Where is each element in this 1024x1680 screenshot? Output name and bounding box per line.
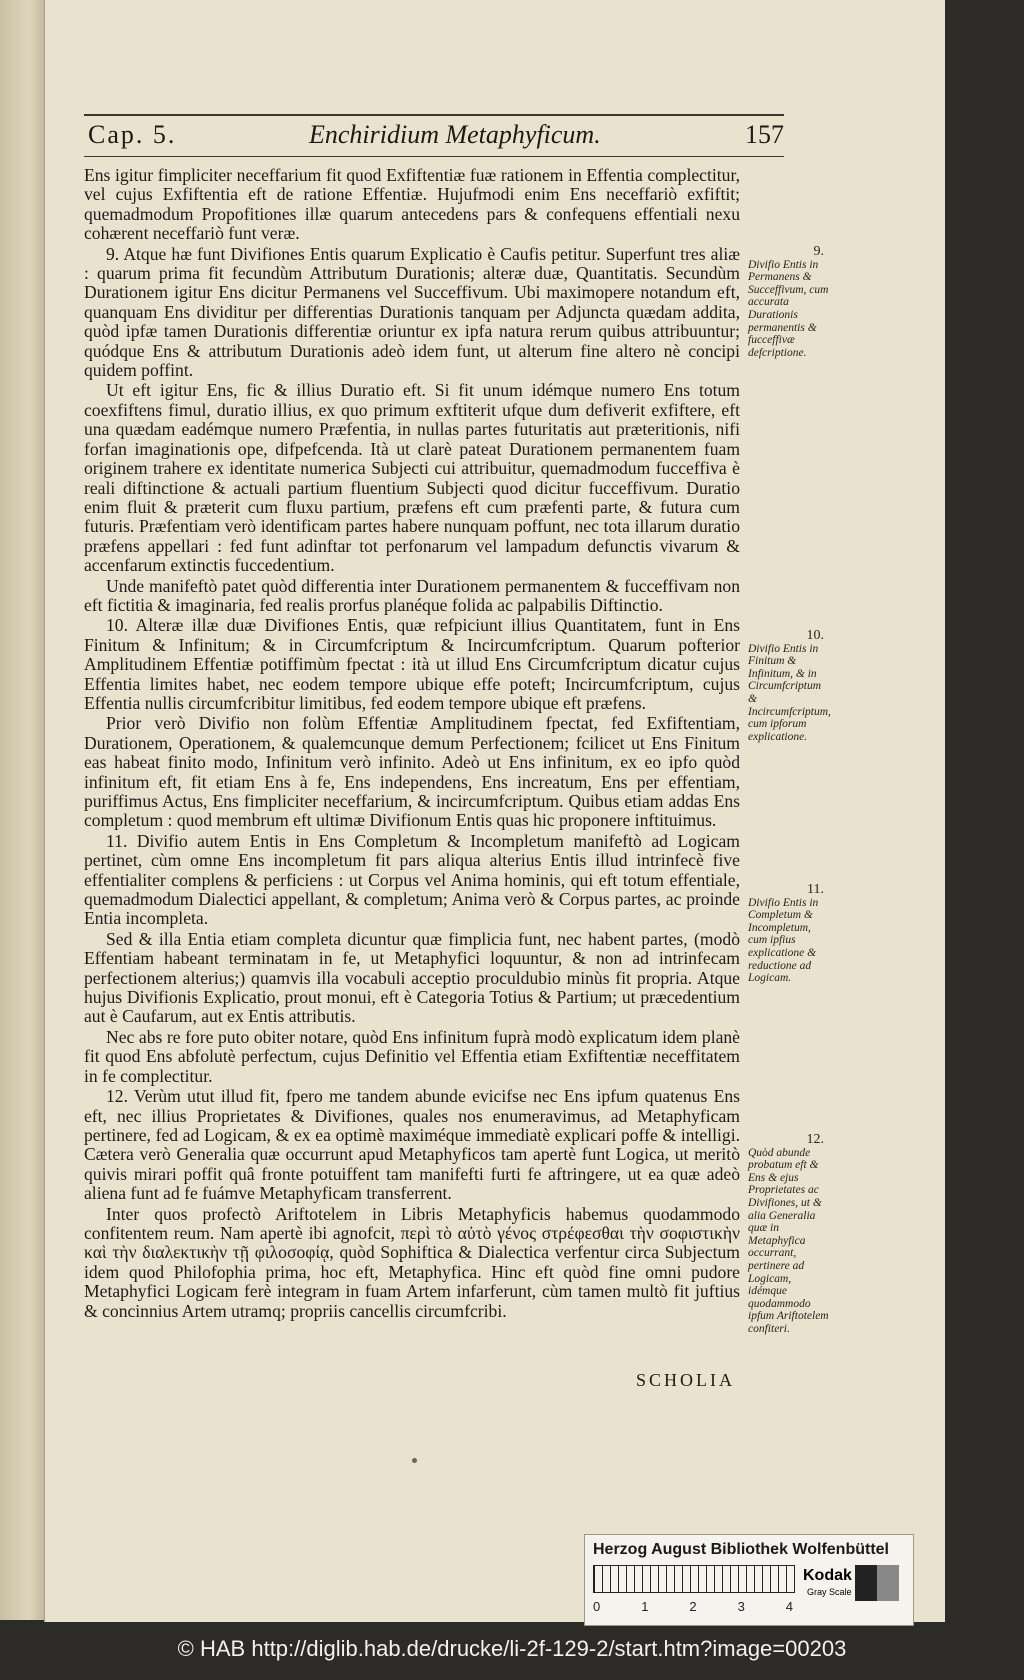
paragraph: Ens igitur fimpliciter neceffarium fit quod Exfiftentiæ fuæ rationem in Effentia complectitur, vel cujus Exfiftentia eft de ratione Effentiæ. Hujufmodi enim Ens neceffariò exfiftit; quemadmodum Propofitiones illæ quarum antecedens pars & confequens effentiali nexu cohærent neceffariò funt veræ.: [84, 165, 740, 244]
header-rule-top: [84, 114, 784, 116]
copyright-footer: © HAB http://diglib.hab.de/drucke/li-2f-129-2/start.htm?image=00203: [177, 1636, 847, 1661]
page-header: [84, 120, 784, 156]
header-rule-bottom: [84, 156, 784, 157]
paragraph: Unde manifeftò patet quòd differentia inter Durationem permanentem & fucceffivam non eft fictitia & imaginaria, fed realis prorfus planéque folida ac palpabilis Diftinctio.: [84, 575, 740, 615]
library-name: Herzog August Bibliothek Wolfenbüttel: [593, 1541, 889, 1558]
margin-note-10: [748, 630, 832, 743]
scale-number: 3: [737, 1599, 745, 1614]
chapter-label: Cap. 5.: [88, 120, 177, 149]
catchword: SCHOLIA: [636, 1370, 736, 1390]
paragraph: Inter quos profectò Ariftotelem in Libris Metaphyficis habemus quodammodo confitentem reum. Nam apertè ibi agnofcit, περὶ τὸ αὐτὸ γένος στρέφεσθαι τὴν σοφιστικὴν καὶ τὴν διαλεκτικὴν τῇ φιλοσοφίᾳ, quòd Sophiftica & Dialectica verfentur circa Subjectum idem quod Philofophia prima, hoc eft, Metaphyfica. Hinc eft quòd fine omni pudore Metaphyfici Logicam ferè integram in fuam Artem infarferunt, cùm tamen multò fit juftius & concinnius Artem utramq; propriis cancellis circumfcribi.: [84, 1203, 740, 1321]
scale-number: 0: [593, 1599, 601, 1614]
margin-note-9: [748, 246, 832, 359]
color-calibration-label: [584, 1534, 914, 1626]
scale-number: 4: [785, 1599, 793, 1614]
margin-note-number: 11.: [807, 882, 824, 897]
scale-ruler: [593, 1565, 795, 1593]
margin-note-12: [748, 1134, 832, 1336]
paragraph-section-10: 10. Alteræ illæ duæ Divifiones Entis, quæ refpiciunt illius Quantitatem, funt in Ens Finitum & Infinitum; & in Circumfcriptum & Incircumfcriptum. Quarum pofterior Amplitudinem Effentiæ potiffimùm fpectat : ità ut illud Ens Circumfcriptum dicatur cujus Effentia limites habet, nec eodem tempore ubique effe poteft; Incircumfcriptum, cujus Effentia nullis circumfcribitur limitibus, fed eodem tempore ubique eft præfens.: [84, 615, 740, 713]
paragraph: Sed & illa Entia etiam completa dicuntur quæ fimplicia funt, nec habent partes, (modò Effentiam habeant terminatam in fe, ut Metaphyfici loquuntur, & non ad intrinfecam perfectionem alterius;) quamvis illa vocabuli acceptio proculdubio minùs fit propria. Atque hujus Divifionis Explicatio, prout monui, eft è Categoria Totius & Partium; ut præcedentium aut è Caufarum, aut ex Entis attributis.: [84, 928, 740, 1027]
margin-note-text: Divifio Entis in Completum & Incompletum, cum ipfius explicatione & reductione ad Logicam.: [748, 896, 819, 985]
margin-note-text: Divifio Entis in Permanens & Succeffivum, cum accurata Durationis permanentis & fucceffivæ defcriptione.: [748, 258, 829, 359]
paragraph: Prior verò Divifio non folùm Effentiæ Amplitudinem fpectat, fed Exfiftentiam, Durationem, Operationem, & qualemcunque demum Perfectionem; fcilicet ut Ens Finitum eas habeat finito modo, Infinitum verò infinito. Adeò ut Ens infinitum, ex eo ipfo quòd infinitum eft, fit etiam Ens à fe, Ens independens, Ens increatum, Ens per effentiam, puriffimus Actus, Ens fimpliciter neceffarium, & incircumfcriptum. Quibus etiam addas Ens completum : quod membrum eft ultimæ Divifionum Entis quas hic proponere inftituimus.: [84, 713, 740, 831]
paragraph-section-12: 12. Verùm utut illud fit, fpero me tandem abunde evicifse nec Ens ipfum quatenus Ens eft, nec illius Proprietates & Divifiones, quales nos enumeravimus, ad Metaphyficam pertinere, fed ad Logicam, & ex ea optimè maximéque immediatè explicari poffe & intelligi. Cætera verò Generalia quæ occurrunt apud Metaphyficos tam apertè funt Logica, ut meritò quivis mirari poffit quâ fronte potuiffent tam manifefti furti fe aftringere, ut ea quæ adeò aliena funt ad fe fuámve Metaphyficam transferrent.: [84, 1086, 740, 1204]
margin-note-number: 10.: [806, 628, 824, 643]
scale-number: 1: [641, 1599, 649, 1614]
page-number: 157: [745, 120, 784, 149]
margin-note-number: 12.: [806, 1132, 824, 1147]
gray-patch-mid: [877, 1565, 899, 1601]
margin-note-text: Divifio Entis in Finitum & Infinitum, & in Circumfcriptum & Incircumfcriptum, cum ipforum explicatione.: [748, 642, 831, 743]
paragraph-section-11: 11. Divifio autem Entis in Ens Completum & Incompletum manifeftò ad Logicam pertinet, cùm omne Ens incompletum fit pars aliqua alterius Entis illud intrinfecè five effentialiter complens & perficiens : ut Corpus vel Anima hominis, qui eft totum effentiale, quemadmodum Dialectici appellant, & completum; Anima verò & Corpus partes, ac proinde Entia incompleta.: [84, 830, 740, 929]
ink-speck: [412, 1458, 417, 1463]
kodak-brand: Kodak: [803, 1567, 852, 1584]
scale-numbers: [593, 1599, 793, 1614]
paragraph: Nec abs re fore puto obiter notare, quòd Ens infinitum fuprà modò explicatum idem planè fit quod Ens abfolutè perfectum, cujus Definitio vel Effentia etiam Exfiftentiæ neceffitatem in fe complectitur.: [84, 1026, 740, 1086]
scale-number: 2: [689, 1599, 697, 1614]
running-title: Enchiridium Metaphyficum.: [309, 120, 601, 149]
paragraph: Ut eft igitur Ens, fic & illius Duratio eft. Si fit unum idémque numero Ens totum coexfiftens fimul, duratio illius, ex quo primum exftiterit ufque dum defiverit exfiftere, eft una quædam eadémque numero Præfentia, in nullas partes futuritatis aut præteritionis, nifi forfan imaginationis ope, difpefcenda. Ità ut clarè pateat Durationem permanentem fuam originem trahere ex identitate numerica Subjecti cui attribuitur, quemadmodum fucceffiva è reali diftinctione & actuali partium fluentium Subjecti quod dicitur fucceffivum. Duratio enim fluit & præterit cum fluxu partium, præfens eft cum præfenti parte, & futura cum futuris. Præfentiam verò identificam partes habere nunquam poffunt, nec tota illarum duratio præfens appellari : fed funt adinftar tot perfonarum vel lampadum defunctis vivarum & accenfarum extinctis fuccedentium.: [84, 380, 740, 576]
gray-scale-label: Gray Scale: [807, 1587, 852, 1597]
gray-patch-dark: [855, 1565, 877, 1601]
main-text: [84, 166, 740, 1322]
paragraph-section-9: 9. Atque hæ funt Divifiones Entis quarum Explicatio è Caufis petitur. Superfunt tres aliæ : quarum prima fit fecundùm Attributum Durationis; alteræ duæ, Quantitatis. Secundùm Durationem igitur Ens dicitur Permanens vel Succeffivum. Ubi maximopere notandum eft, quanquam Ens dividitur per differentias Durationis tanquam per Adjuncta quædam addita, quòd ipfæ tamen Durationis differentiæ oriuntur ex ipfa natura rerum quibus attribuuntur; quódque Ens & attributum Durationis adeò idem funt, ut alterum fine altero nè concipi quidem poffint.: [84, 243, 740, 381]
margin-note-number: 9.: [813, 244, 824, 259]
margin-note-11: [748, 884, 832, 985]
margin-note-text: Quòd abunde probatum eft & Ens & ejus Proprietates ac Divifiones, ut & alia Generalia quæ in Metaphyfica occurrant, pertinere ad Logicam, idémque quodammodo ipfum Ariftotelem confiteri.: [748, 1146, 829, 1335]
